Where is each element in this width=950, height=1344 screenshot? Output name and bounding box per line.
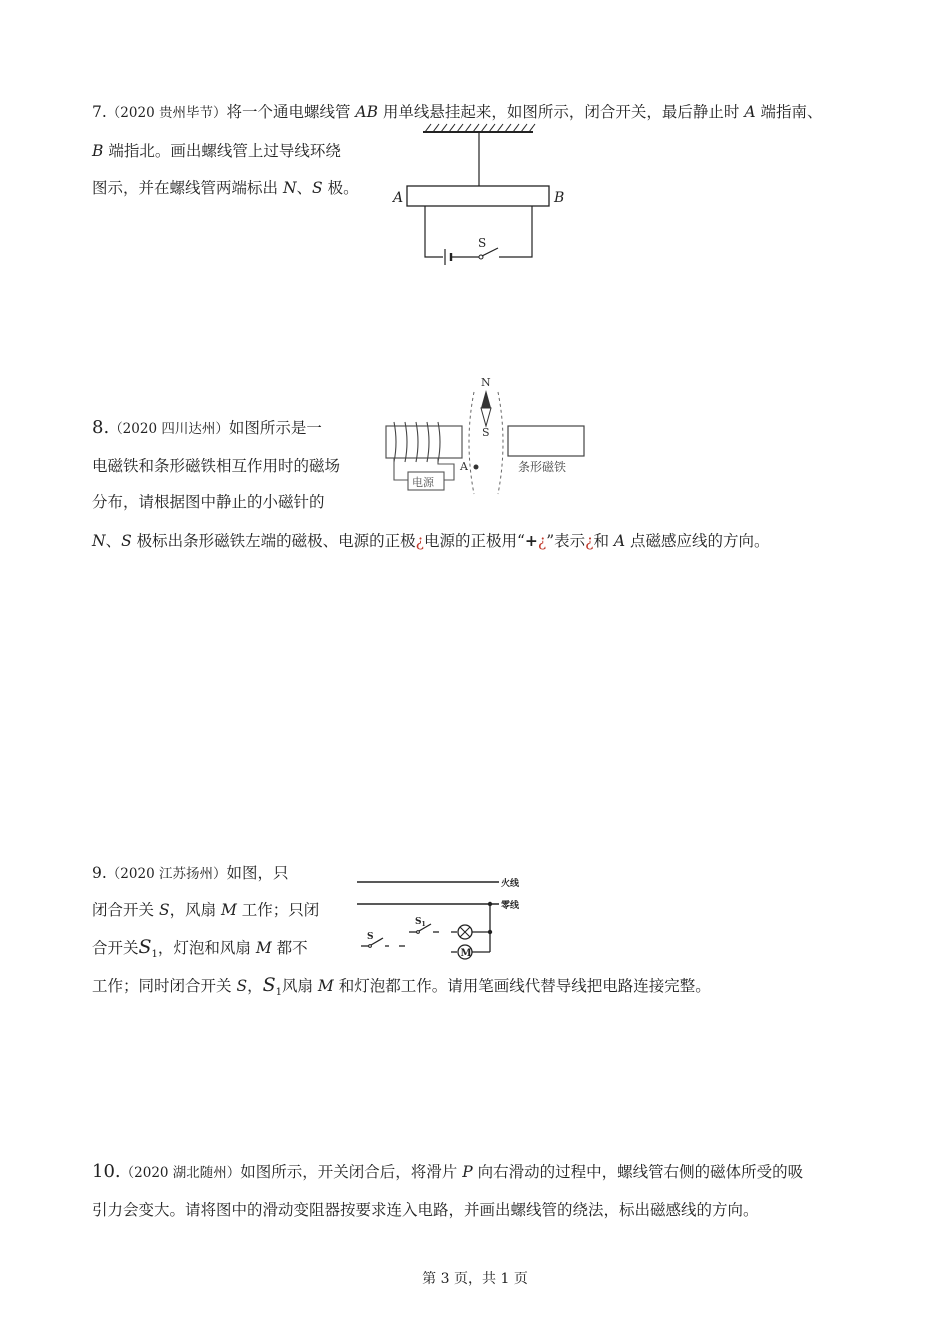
q7-line-1: 7.（2020 贵州毕节）将一个通电螺线管 AB 用单线悬挂起来，如图所示，闭合开关，最后静止时 A 端指南、 [92,103,823,121]
question-source: （2020 湖北随州） [120,1165,241,1181]
electromagnet-core [386,426,462,458]
compass-needle-north [481,390,491,408]
question-source: （2020 江苏扬州） [106,866,227,882]
bar-magnet-label: 条形磁铁 [518,460,567,474]
q9-figure [355,872,530,962]
q8-line-2: 电磁铁和条形磁铁相互作用时的磁场 [92,457,341,475]
q9-line-2: 闭合开关 S，风扇 M 工作；只闭 [92,901,320,919]
q7-figure [385,120,585,270]
q7-line-3: 图示，并在螺线管两端标出 N、S 极。 [92,179,359,197]
solenoid [407,186,549,206]
page-number: 3 [440,1271,450,1287]
switch-s-label: S [367,932,374,942]
q9-line-1: 9.（2020 江苏扬州）如图，只 [92,864,289,882]
power-label: 电源 [412,476,434,489]
q8-line-1: 8.（2020 四川达州）如图所示是一 [92,417,322,438]
point-a [474,465,479,470]
switch-s1-label: $S_1$ [415,917,426,928]
q7-line-2: B 端指北。画出螺线管上过导线环绕 [92,142,341,160]
neutral-wire-label: 零线 [501,901,520,911]
compass-n: N [481,376,491,389]
total-pages: 1 [500,1271,510,1287]
label-a: A [393,190,404,206]
question-source: （2020 四川达州） [109,421,229,437]
label-b: B [554,190,565,206]
compass-s: S [482,426,490,439]
q8-line-3: 分布，请根据图中静止的小磁针的 [92,493,325,511]
point-a-label: A [460,460,468,473]
label-s: S [478,236,487,250]
page-footer: 第 3 页，共 1 页 [422,1271,528,1287]
compass-needle-south [481,408,491,426]
q8-line-4: N、S 极标出条形磁铁左端的磁极、电源的正极¿电源的正极用“+¿”表示¿和 A 点磁感应线的方向。 [92,531,770,550]
question-number: 10. [92,1161,121,1182]
live-wire-label: 火线 [501,879,520,889]
question-number: 8. [92,417,110,438]
question-source: （2020 贵州毕节） [106,105,227,121]
q10-line-2: 引力会变大。请将图中的滑动变阻器按要求连入电路，并画出螺线管的绕法，标出磁感线的方向。 [92,1201,759,1219]
q9-line-4: 工作；同时闭合开关 S，$S_1$风扇 M 和灯泡都工作。请用笔画线代替导线把电路连接完整。 [92,974,711,999]
q8-figure [380,372,590,502]
fan-label: M [460,948,472,959]
bar-magnet [508,426,584,456]
question-number: 7. [92,103,107,121]
q10-line-1: 10.（2020 湖北随州）如图所示，开关闭合后，将滑片 P 向右滑动的过程中，螺线管右侧的磁体所受的吸 [92,1161,804,1182]
q9-line-3: 合开关$S_1$，灯泡和风扇 M 都不 [92,936,308,961]
question-number: 9. [92,864,107,882]
